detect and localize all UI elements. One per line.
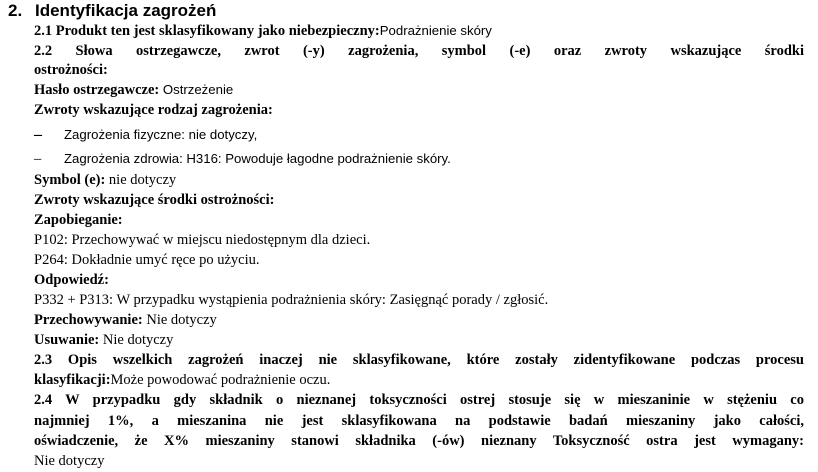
section-heading (8, 1, 216, 21)
s24-line1: 2.4 W przypadku gdy składnik o nieznanej toksyczności ostrej stosuje się w mieszaninie w stężeniu co (34, 392, 804, 408)
bullet-dash-icon: – (34, 126, 42, 143)
s21-value: Podrażnienie skóry (379, 23, 492, 38)
hazard-phrases-heading: Zwroty wskazujące rodzaj zagrożenia: (34, 102, 273, 118)
s23-value: Może powodować podrażnienie oczu. (110, 372, 331, 388)
response-label: Odpowiedź: (34, 272, 109, 288)
section-number: 2. (8, 1, 23, 20)
s23-line1: 2.3 Opis wszelkich zagrożeń inaczej nie sklasyfikowane, które zostały zidentyfikowane podczas procesu (34, 352, 804, 368)
storage-value: Nie dotyczy (146, 312, 217, 328)
signal-word-line (34, 81, 233, 99)
disposal-value: Nie dotyczy (102, 332, 174, 348)
s21-label: 2.1 Produkt ten jest sklasyfikowany jako niebezpieczny: (34, 23, 380, 39)
section-title: Identyfikacja zagrożeń (35, 1, 217, 20)
symbol-label: Symbol (e): (34, 172, 106, 188)
disposal-line (34, 331, 173, 349)
disposal-label: Usuwanie: (34, 332, 100, 348)
signal-word-value: Ostrzeżenie (162, 82, 234, 97)
prevention-p102: P102: Przechowywać w miejscu niedostępnym dla dzieci. (34, 232, 371, 248)
precaution-heading: Zwroty wskazujące środki ostrożności: (34, 192, 275, 208)
s21-line (34, 22, 492, 40)
s22-line1: 2.2 Słowa ostrzegawcze, zwrot (-y) zagrożenia, symbol (-e) oraz zwroty wskazujące środki (34, 43, 804, 59)
s23-line2 (34, 371, 330, 389)
storage-line (34, 311, 217, 329)
s24-line3: oświadczenie, że X% mieszaniny stanowi składnika (-ów) nieznany Toksyczność ostra jest wymagany: (34, 433, 804, 449)
signal-word-label: Hasło ostrzegawcze: (34, 82, 160, 98)
bullet-dash-icon: – (34, 151, 42, 167)
hazard-item-text: Zagrożenia fizyczne: nie dotyczy, (64, 127, 258, 142)
storage-label: Przechowywanie: (34, 312, 143, 328)
s24-line2: najmniej 1%, a mieszanina nie jest sklasyfikowana na podstawie badań mieszaniny jako całości, (34, 413, 804, 429)
hazard-item-text: Zagrożenia zdrowia: H316: Powoduje łagodne podrażnienie skóry. (64, 151, 451, 166)
s23-label: klasyfikacji: (34, 372, 111, 388)
prevention-p264: P264: Dokładnie umyć ręce po użyciu. (34, 252, 260, 268)
s24-line4: Nie dotyczy (34, 453, 105, 469)
symbol-value: nie dotyczy (108, 172, 177, 188)
prevention-label: Zapobieganie: (34, 212, 123, 228)
response-p332: P332 + P313: W przypadku wystąpienia podrażnienia skóry: Zasięgnąć porady / zgłosić. (34, 292, 549, 308)
symbol-line (34, 171, 176, 189)
s22-line2: ostrożności: (34, 62, 108, 78)
